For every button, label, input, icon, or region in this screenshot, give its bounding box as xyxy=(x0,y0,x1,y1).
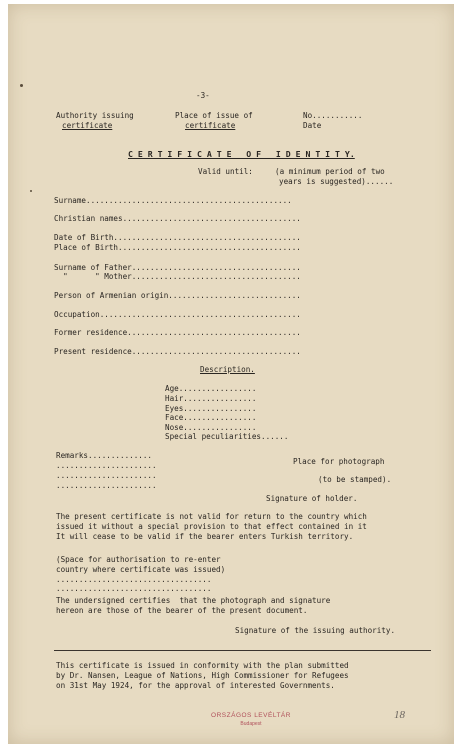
field-occupation: Occupation............................................ xyxy=(54,310,301,319)
field-surname: Surname............................................. xyxy=(54,196,292,205)
footer-line2: by Dr. Nansen, League of Nations, High Commissioner for Refugees xyxy=(56,671,349,680)
reentry-line2: country where certificate was issued) xyxy=(56,565,226,574)
valid-until-label: Valid until: xyxy=(198,167,253,176)
field-present-residence: Present residence..................................... xyxy=(54,347,301,356)
ink-speck xyxy=(20,84,23,87)
ink-speck xyxy=(30,190,32,192)
field-christian-names: Christian names....................................... xyxy=(54,214,301,223)
pencil-page-number: 18 xyxy=(394,709,405,721)
header-authority-sublabel: certificate xyxy=(62,121,113,130)
valid-note-line1: (a minimum period of two xyxy=(275,167,385,176)
remarks-dots: ...................... xyxy=(56,461,157,470)
field-date-of-birth: Date of Birth......................................... xyxy=(54,233,301,242)
reentry-dots: .................................. xyxy=(56,584,212,593)
certify-line1: The undersigned certifies that the photograph and signature xyxy=(56,596,331,605)
description-eyes: Eyes................ xyxy=(165,404,257,413)
archive-stamp-name: ORSZÁGOS LEVÉLTÁR xyxy=(211,712,291,719)
page-number: -3- xyxy=(196,91,210,100)
field-father-surname: Surname of Father..................................... xyxy=(54,263,301,272)
reentry-dots: .................................. xyxy=(56,575,212,584)
header-number-field: No........... xyxy=(303,111,363,120)
reentry-line1: (Space for authorisation to re-enter xyxy=(56,555,221,564)
field-place-of-birth: Place of Birth........................................ xyxy=(54,243,301,252)
certify-line2: hereon are those of the bearer of the present document. xyxy=(56,606,308,615)
archive-stamp xyxy=(206,713,296,727)
header-date-field: Date xyxy=(303,121,322,130)
field-former-residence: Former residence...................................... xyxy=(54,328,301,337)
header-place-label: Place of issue of xyxy=(175,111,253,120)
remarks-dots: ...................... xyxy=(56,481,157,490)
photo-stamp-note: (to be stamped). xyxy=(318,475,392,484)
header-place-sublabel: certificate xyxy=(185,121,236,130)
remarks-label: Remarks.............. xyxy=(56,451,153,460)
description-heading: Description. xyxy=(200,365,255,374)
header-authority-label: Authority issuing xyxy=(56,111,134,120)
separator-rule xyxy=(54,650,431,651)
description-special: Special peculiarities...... xyxy=(165,432,289,441)
description-age: Age................. xyxy=(165,384,257,393)
valid-note-line2: years is suggested)...... xyxy=(279,177,394,186)
description-nose: Nose................ xyxy=(165,423,257,432)
field-armenian-origin: Person of Armenian origin............................. xyxy=(54,291,301,300)
archive-stamp-city: Budapest xyxy=(240,720,262,727)
validity-line3: It will cease to be valid if the bearer enters Turkish territory. xyxy=(56,532,354,541)
holder-signature-label: Signature of holder. xyxy=(266,494,358,503)
document-title: C E R T I F I C A T E O F I D E N T I T Y. xyxy=(128,149,355,159)
remarks-dots: ...................... xyxy=(56,471,157,480)
footer-line3: on 31st May 1924, for the approval of interested Governments. xyxy=(56,681,335,690)
validity-line2: issued it without a special provision to that effect contained in it xyxy=(56,522,367,531)
validity-line1: The present certificate is not valid for return to the country which xyxy=(56,512,367,521)
photo-place-label: Place for photograph xyxy=(293,457,385,466)
description-hair: Hair................ xyxy=(165,394,257,403)
description-face: Face................ xyxy=(165,413,257,422)
footer-line1: This certificate is issued in conformity with the plan submitted xyxy=(56,661,349,670)
field-mother-surname: " " Mother..................................... xyxy=(54,272,301,281)
authority-signature-label: Signature of the issuing authority. xyxy=(235,626,396,635)
